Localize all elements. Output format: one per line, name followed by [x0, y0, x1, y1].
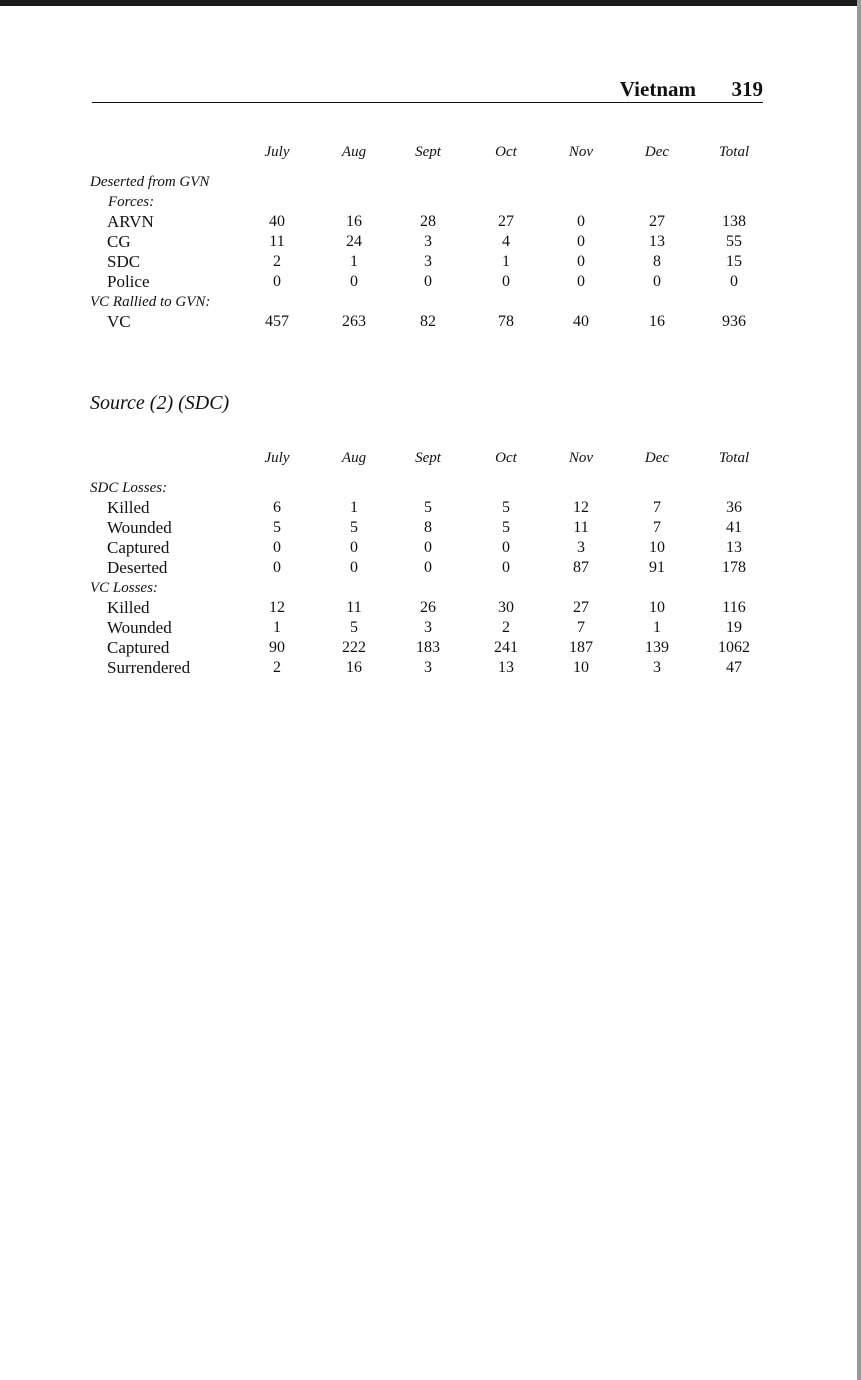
table-cell: 0: [577, 253, 585, 270]
table-cell: 0: [273, 539, 281, 556]
table-cell: 0: [653, 273, 661, 290]
table-cell: 138: [722, 213, 746, 230]
column-header-aug: Aug: [341, 144, 367, 160]
table-cell: 5: [350, 519, 358, 536]
table-cell: 2: [273, 253, 281, 270]
table-cell: 3: [424, 619, 432, 636]
table-cell: 40: [269, 213, 285, 230]
row-label: Police: [107, 272, 150, 291]
table-cell: 47: [726, 659, 742, 676]
table-cell: 0: [273, 273, 281, 290]
table-cell: 1: [502, 253, 510, 270]
table-cell: 0: [350, 539, 358, 556]
column-header-aug: Aug: [341, 450, 367, 466]
column-header-july: July: [264, 450, 290, 466]
row-label: CG: [107, 232, 131, 251]
row-label: VC: [107, 312, 131, 331]
column-header-dec: Dec: [644, 144, 670, 160]
table-cell: 26: [420, 599, 436, 616]
table-cell: 0: [424, 539, 432, 556]
group-label-forces: Forces:: [108, 194, 155, 210]
table-cell: 0: [273, 559, 281, 576]
table-row: [90, 232, 770, 252]
table-cell: 13: [649, 233, 665, 250]
table-cell: 0: [502, 539, 510, 556]
table-cell: 3: [653, 659, 661, 676]
column-header-oct: Oct: [495, 144, 517, 160]
column-header-nov: Nov: [568, 450, 594, 466]
table-sdc-vc-losses: [90, 446, 770, 678]
column-header-total: Total: [718, 450, 750, 466]
table-cell: 2: [273, 659, 281, 676]
table-cell: 0: [502, 273, 510, 290]
group-label-row: [90, 478, 770, 498]
table-cell: 10: [649, 599, 665, 616]
table-cell: 116: [722, 599, 746, 616]
table-cell: 12: [269, 599, 285, 616]
row-label: ARVN: [107, 212, 154, 231]
table-cell: 7: [653, 519, 661, 536]
table-cell: 4: [502, 233, 510, 250]
table-deserted-rallied: [90, 140, 770, 332]
column-header-july: July: [264, 144, 290, 160]
group-label-vc-losses: VC Losses:: [90, 580, 158, 596]
table-cell: 187: [569, 639, 593, 656]
source-heading: Source (2) (SDC): [90, 392, 230, 414]
table-cell: 16: [346, 213, 362, 230]
table-row: [90, 252, 770, 272]
table-header-row: [90, 446, 770, 470]
row-label: Killed: [107, 498, 150, 517]
table-cell: 11: [269, 233, 285, 250]
table-cell: 222: [342, 639, 366, 656]
group-label-row: [90, 292, 770, 312]
table-cell: 0: [424, 559, 432, 576]
table-cell: 3: [577, 539, 585, 556]
table-cell: 15: [726, 253, 742, 270]
table-cell: 11: [346, 599, 362, 616]
table-cell: 1: [350, 499, 358, 516]
table-cell: 13: [726, 539, 742, 556]
group-label-deserted: Deserted from GVN: [90, 174, 210, 190]
table-cell: 7: [577, 619, 585, 636]
table-cell: 3: [424, 233, 432, 250]
page-number: 319: [731, 77, 763, 101]
table-cell: 0: [577, 273, 585, 290]
row-label: Surrendered: [107, 658, 191, 677]
table-cell: 5: [273, 519, 281, 536]
row-label: Captured: [107, 538, 170, 557]
table-cell: 3: [424, 253, 432, 270]
table-cell: 10: [649, 539, 665, 556]
table-cell: 36: [726, 499, 742, 516]
table-cell: 5: [350, 619, 358, 636]
table-cell: 55: [726, 233, 742, 250]
running-head: [92, 76, 763, 103]
table-cell: 28: [420, 213, 436, 230]
table-cell: 1: [653, 619, 661, 636]
table-row: [90, 598, 770, 618]
row-label: Killed: [107, 598, 150, 617]
table-cell: 0: [577, 213, 585, 230]
table-cell: 8: [653, 253, 661, 270]
table-cell: 7: [653, 499, 661, 516]
table-cell: 11: [573, 519, 589, 536]
column-header-sept: Sept: [415, 450, 441, 466]
table-cell: 183: [416, 639, 440, 656]
table-cell: 16: [649, 313, 665, 330]
table-cell: 1: [350, 253, 358, 270]
table-row: [90, 618, 770, 638]
group-label-row: [90, 192, 770, 212]
table-cell: 5: [424, 499, 432, 516]
table-cell: 5: [502, 519, 510, 536]
column-header-dec: Dec: [644, 450, 670, 466]
column-header-oct: Oct: [495, 450, 517, 466]
table-cell: 0: [502, 559, 510, 576]
table-cell: 8: [424, 519, 432, 536]
table-cell: 30: [498, 599, 514, 616]
table-cell: 0: [350, 273, 358, 290]
table-cell: 90: [269, 639, 285, 656]
table-cell: 936: [722, 313, 746, 330]
table-cell: 12: [573, 499, 589, 516]
table-row: [90, 212, 770, 232]
group-label-vc-rallied: VC Rallied to GVN:: [90, 294, 211, 310]
table-row: [90, 498, 770, 518]
table-cell: 241: [494, 639, 518, 656]
table-cell: 5: [502, 499, 510, 516]
table-cell: 27: [498, 213, 514, 230]
table-cell: 40: [573, 313, 589, 330]
table-header-row: [90, 140, 770, 164]
table-cell: 19: [726, 619, 742, 636]
table-cell: 78: [498, 313, 514, 330]
page-top-edge: [0, 0, 861, 6]
table-cell: 0: [350, 559, 358, 576]
table-cell: 27: [573, 599, 589, 616]
table-cell: 139: [645, 639, 669, 656]
table-row: [90, 312, 770, 332]
column-header-sept: Sept: [415, 144, 441, 160]
row-label: SDC: [107, 252, 141, 271]
table-cell: 6: [273, 499, 281, 516]
row-label: Wounded: [107, 518, 172, 537]
table-cell: 91: [649, 559, 665, 576]
table-cell: 263: [342, 313, 366, 330]
table-row: [90, 638, 770, 658]
row-label: Captured: [107, 638, 170, 657]
group-label-row: [90, 172, 770, 192]
row-label: Wounded: [107, 618, 172, 637]
table-cell: 0: [577, 233, 585, 250]
table-cell: 16: [346, 659, 362, 676]
table-cell: 10: [573, 659, 589, 676]
table-row: [90, 518, 770, 538]
table-cell: 24: [346, 233, 362, 250]
table-cell: 0: [730, 273, 738, 290]
table-row: [90, 538, 770, 558]
column-header-total: Total: [718, 144, 750, 160]
table-cell: 0: [424, 273, 432, 290]
page-right-edge: [857, 0, 861, 1380]
table-cell: 3: [424, 659, 432, 676]
table-cell: 1: [273, 619, 281, 636]
group-label-sdc-losses: SDC Losses:: [90, 480, 168, 496]
group-label-row: [90, 578, 770, 598]
table-row: [90, 658, 770, 678]
column-header-nov: Nov: [568, 144, 594, 160]
table-cell: 27: [649, 213, 665, 230]
running-head-title: Vietnam: [619, 77, 696, 101]
table-cell: 87: [573, 559, 589, 576]
table-cell: 82: [420, 313, 436, 330]
row-label: Deserted: [107, 558, 168, 577]
table-row: [90, 272, 770, 292]
table-cell: 13: [498, 659, 514, 676]
table-cell: 1062: [718, 639, 750, 656]
table-cell: 457: [265, 313, 289, 330]
table-row: [90, 558, 770, 578]
table-cell: 2: [502, 619, 510, 636]
table-cell: 41: [726, 519, 742, 536]
table-cell: 178: [722, 559, 746, 576]
